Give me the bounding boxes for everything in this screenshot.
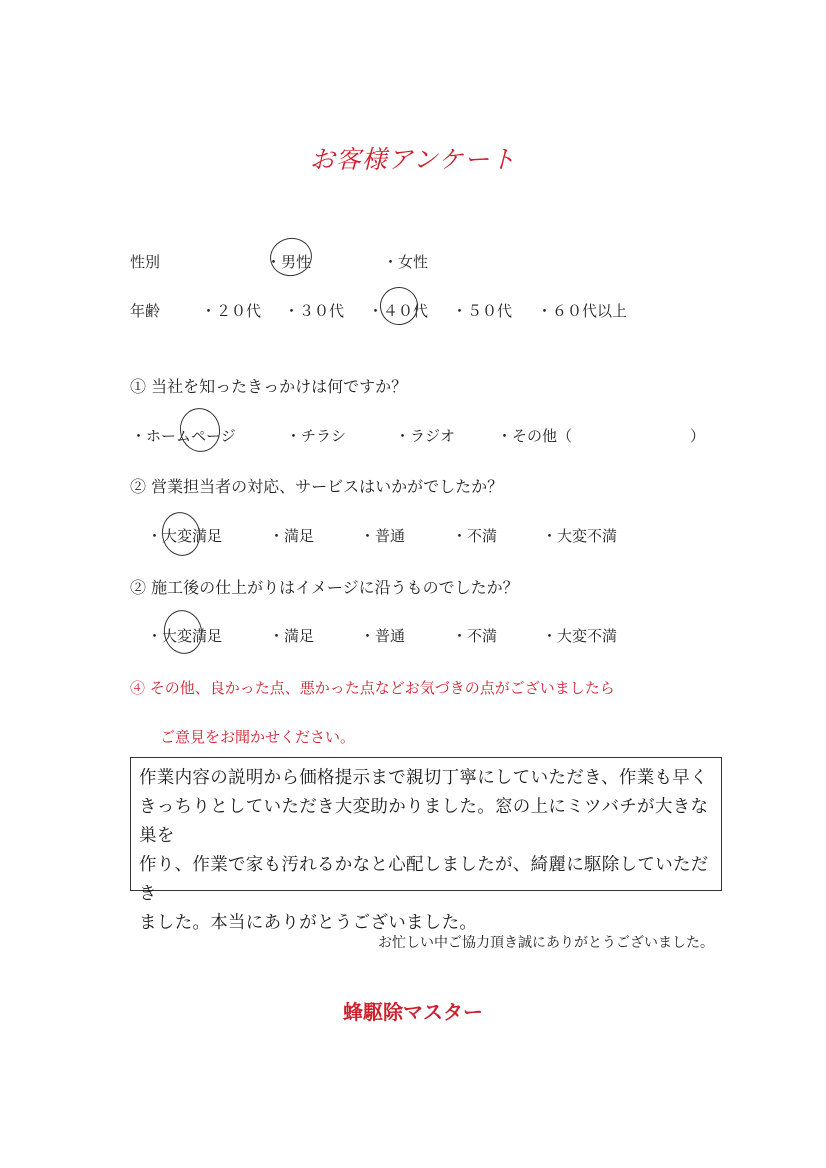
q3-question: ② 施工後の仕上がりはイメージに沿うものでしたか？ xyxy=(130,578,519,597)
q4-question-line1: ④ その他、良かった点、悪かった点などお気づきの点がございましたら xyxy=(130,679,615,697)
comment-box[interactable] xyxy=(130,757,722,933)
q1-option-other[interactable]: ・その他（ xyxy=(497,427,573,445)
handwritten-comment: 作業内容の説明から価格提示まで親切丁寧にしていただき、作業も早く きっちりとしていただき大変助かりました。窓の上にミツバチが大きな巣を 作り、作業で家も汚れるかなと心配しましたが、綺麗に駆除していただき ました。本当にありがとうございました。 xyxy=(139,768,709,933)
age-option-30s[interactable]: ・３０代 xyxy=(284,302,345,320)
company-name: 蜂駆除マスター xyxy=(343,1000,483,1024)
q3-option-satisfied[interactable]: ・満足 xyxy=(269,627,315,645)
q4-question-line2: ご意見をお聞かせください。 xyxy=(160,728,356,746)
age-option-20s[interactable]: ・２０代 xyxy=(201,302,262,320)
gender-label: 性別 xyxy=(130,253,161,271)
survey-title: お客様アンケート xyxy=(309,145,517,174)
selection-circle-gender xyxy=(267,234,316,280)
q3-option-very-dissatisfied[interactable]: ・大変不満 xyxy=(542,627,618,645)
age-option-50s[interactable]: ・５０代 xyxy=(452,302,513,320)
selection-circle-age xyxy=(376,283,421,328)
q2-option-dissatisfied[interactable]: ・不満 xyxy=(452,527,498,545)
q1-option-other-close: ） xyxy=(690,427,706,445)
q1-question: ① 当社を知ったきっかけは何ですか？ xyxy=(130,377,408,396)
q1-option-homepage[interactable]: ・ホームページ xyxy=(131,427,236,445)
q3-option-very-satisfied[interactable]: ・大変満足 xyxy=(147,627,223,645)
selection-circle-q1 xyxy=(176,404,224,455)
selection-circle-q2 xyxy=(158,509,204,560)
q3-option-neutral[interactable]: ・普通 xyxy=(360,627,406,645)
q3-option-dissatisfied[interactable]: ・不満 xyxy=(452,627,498,645)
age-option-40s[interactable]: ・４０代 xyxy=(368,302,429,320)
q2-option-very-satisfied[interactable]: ・大変満足 xyxy=(147,527,223,545)
age-option-60s-plus[interactable]: ・６０代以上 xyxy=(537,302,628,320)
age-label: 年齢 xyxy=(130,302,161,320)
selection-circle-q3 xyxy=(160,607,206,658)
q1-option-radio[interactable]: ・ラジオ xyxy=(395,427,456,445)
q2-option-satisfied[interactable]: ・満足 xyxy=(269,527,315,545)
thank-you-message: お忙しい中ご協力頂き誠にありがとうございました。 xyxy=(378,935,714,951)
gender-option-male[interactable]: ・男性 xyxy=(266,253,312,271)
q2-question: ② 営業担当者の対応、サービスはいかがでしたか？ xyxy=(130,477,504,496)
q2-option-neutral[interactable]: ・普通 xyxy=(360,527,406,545)
q1-option-flyer[interactable]: ・チラシ xyxy=(286,427,347,445)
gender-option-female[interactable]: ・女性 xyxy=(383,253,429,271)
q2-option-very-dissatisfied[interactable]: ・大変不満 xyxy=(542,527,618,545)
